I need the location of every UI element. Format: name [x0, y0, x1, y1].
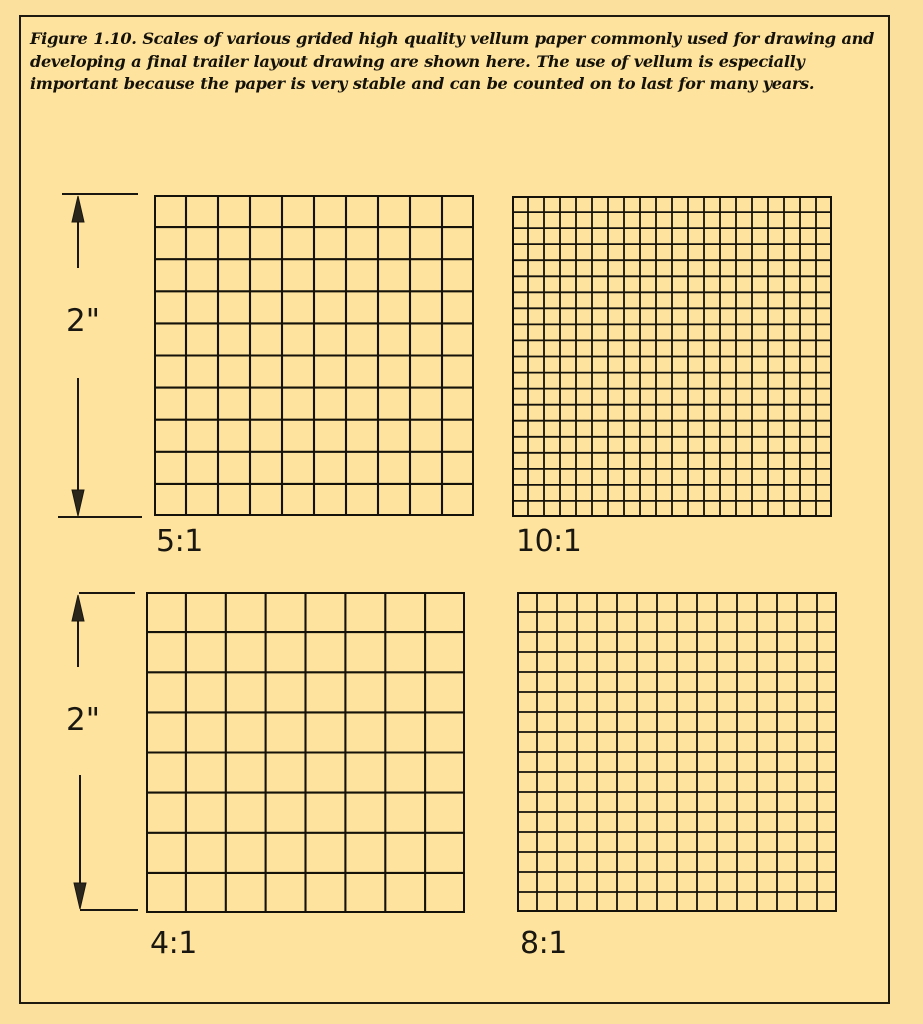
scale-label-10-1: 10:1: [516, 524, 582, 559]
dimension-label-bottom: 2": [66, 702, 100, 738]
grid-4-1: [146, 592, 465, 913]
grid-lines: [512, 196, 832, 517]
grid-lines: [154, 195, 474, 516]
grid-lines: [146, 592, 465, 913]
grid-lines: [517, 592, 837, 912]
scale-label-8-1: 8:1: [520, 926, 567, 961]
grid-8-1: [517, 592, 837, 912]
dimension-arrow-top: [55, 188, 150, 524]
dimension-arrow-bottom: [55, 587, 150, 917]
dimension-label-top: 2": [66, 303, 100, 339]
scale-label-5-1: 5:1: [156, 524, 203, 559]
grid-5-1: [154, 195, 474, 516]
figure-caption: Figure 1.10. Scales of various grided high quality vellum paper commonly used for drawing and developing a final trailer layout drawing are shown here. The use of vellum is especially important because the paper is very stable and can be counted on to last for many years.: [30, 29, 875, 93]
scale-label-4-1: 4:1: [150, 926, 197, 961]
grid-10-1: [512, 196, 832, 517]
